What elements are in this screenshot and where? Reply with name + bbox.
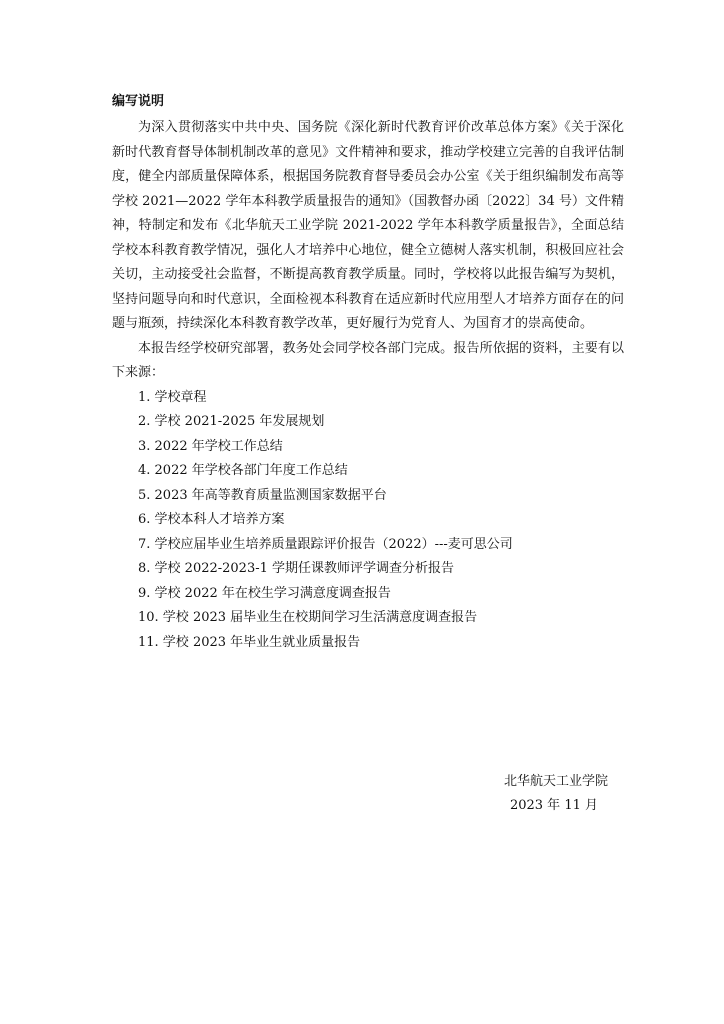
list-item: 2. 学校 2021-2025 年发展规划	[138, 414, 325, 429]
signature-block	[504, 770, 608, 818]
document-body	[112, 92, 624, 655]
list-item: 7. 学校应届毕业生培养质量跟踪评价报告（2022）---麦可思公司	[138, 536, 513, 552]
list-item: 5. 2023 年高等教育质量监测国家数据平台	[138, 487, 387, 503]
list-item: 9. 学校 2022 年在校生学习满意度调查报告	[138, 585, 391, 601]
intro-paragraph: 为深入贯彻落实中共中央、国务院《深化新时代教育评价改革总体方案》《关于深化新时代教育督导体制机制改革的意见》文件精神和要求，推动学校建立完善的自我评估制度，健全内部质量保障体系，根据国务院教育督导委员会办公室《关于组织编制发布高等学校 2021—2022 学年本科教学质量报告的通知》（国教督办函〔2022〕34 号）文件精神，特制定和发布《北华航天工业学院 2021-2022 学年本科教学质量报告》，全面总结学校本科教育教学情况，强化人才培养中心地位，健全立德树人落实机制，积极回应社会关切，主动接受社会监督，不断提高教育教学质量。同时，学校将以此报告编写为契机，坚持问题导向和时代意识，全面检视本科教育在适应新时代应用型人才培养方面存在的问题与瓶颈，持续深化本科教育教学改革，更好履行为党育人、为国育才的崇高使命。	[112, 120, 624, 331]
list-item: 8. 学校 2022-2023-1 学期任课教师评学调查分析报告	[138, 561, 455, 576]
list-item: 6. 学校本科人才培养方案	[138, 512, 285, 527]
sources-intro-paragraph: 本报告经学校研究部署，教务处会同学校各部门完成。报告所依据的资料，主要有以下来源：	[112, 340, 624, 380]
institution-name: 北华航天工业学院	[503, 774, 608, 789]
list-item: 1. 学校章程	[138, 389, 207, 405]
list-item: 11. 学校 2023 年毕业生就业质量报告	[138, 634, 361, 650]
list-item: 10. 学校 2023 届毕业生在校期间学习生活满意度调查报告	[138, 610, 478, 625]
section-heading: 编写说明	[112, 94, 165, 109]
document-date: 2023 年 11 月	[509, 798, 598, 813]
list-item: 4. 2022 年学校各部门年度工作总结	[138, 463, 348, 478]
sources-list	[112, 386, 624, 656]
list-item: 3. 2022 年学校工作总结	[138, 438, 283, 454]
